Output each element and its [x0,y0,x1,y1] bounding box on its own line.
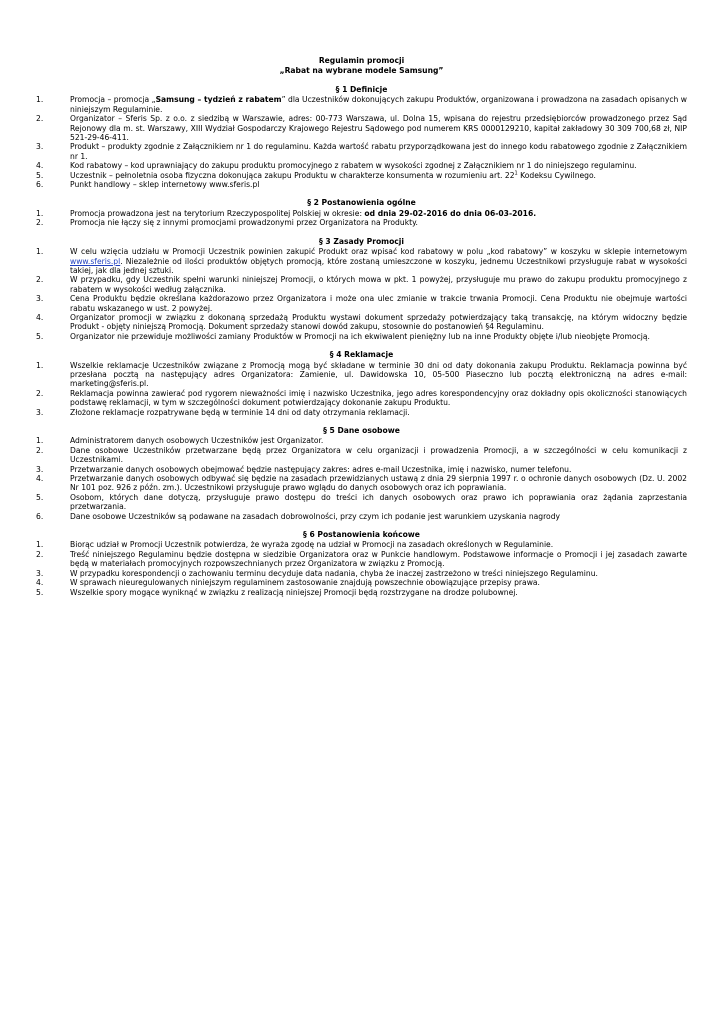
section-heading: § 4 Reklamacje [329,350,394,360]
item-number: 5. [36,492,44,502]
item-number: 2. [36,549,44,559]
item-number: 1. [36,540,44,550]
item-body: Wszelkie spory mogące wyniknąć w związku z realizacją niniejszej Promocji będą rozstrzygane na drodze polubownej. [70,587,518,597]
item-text [70,332,650,341]
list-item [36,313,687,332]
item-body: Złożone reklamacje rozpatrywane będą w terminie 14 dni od daty otrzymania reklamacji. [70,407,410,417]
list-item [36,180,687,189]
item-body: Organizator promocji w związku z dokonaną sprzedażą Produktu wystawi dokument sprzedaży potwierdzający taką transakcję, na którym widoczny będzie Produkt - objęty niniejszą Promocją. Dokument sprzedaży stanowi dowód zakupu, stosownie do postanowień §4 Regulaminu. [70,312,687,332]
section-list [36,95,687,189]
item-number: 4. [36,312,44,322]
item-text-pre: Uczestnik – pełnoletnia osoba fizyczna dokonująca zakupu Produktu w charakterze konsumenta w rozumieniu art. 22 [70,170,515,180]
item-text-bold: od dnia 29-02-2016 do dnia 06-03-2016. [364,208,537,218]
list-item [36,275,687,294]
item-body: Organizator nie przewiduje możliwości zamiany Produktów w Promocji na ich ekwiwalent pieniężny lub na inne Produkty objęte i/lub nieobjęte Promocją. [70,331,650,341]
item-text [70,361,687,389]
document-title [36,56,687,76]
item-body: Przetwarzanie danych osobowych obejmować będzie następujący zakres: adres e-mail Uczestnika, imię i nazwisko, numer telefonu. [70,464,572,474]
item-number: 3. [36,294,44,304]
item-body: Treść niniejszego Regulaminu będzie dostępna w siedzibie Organizatora oraz w Punkcie handlowym. Podstawowe informacje o Promocji i jej zasadach zawarte będą w materiałach promocyjnych rozpowszechnianych przez Organizatora w związku z Promocją. [70,549,687,569]
section-6 [36,530,687,597]
item-text [70,512,560,521]
item-text [70,550,687,568]
section-heading: § 5 Dane osobowe [323,426,400,435]
list-item [36,512,687,521]
item-text-post: ” dla Uczestników dokonujących zakupu Produktów, organizowana i prowadzona na zasadach opisanych w niniejszym Regulaminie. [70,95,688,114]
list-item [36,361,687,389]
website-link[interactable]: www.sferis.pl [70,256,121,266]
item-body: Produkt – produkty zgodnie z Załącznikiem nr 1 do regulaminu. Każda wartość rabatu przyporządkowana jest do innego kodu rabatowego zgodnie z Załącznikiem nr 1. [70,142,687,161]
list-item [36,218,687,227]
list-item [36,114,687,142]
section-list [36,247,687,341]
item-number: 1. [36,360,44,370]
item-text [70,578,540,587]
list-item [36,436,687,445]
item-number: 5. [36,587,44,597]
item-number: 2. [36,114,44,124]
item-text [70,465,571,474]
item-number: 5. [36,170,44,180]
item-number: 4. [36,161,44,171]
section-list [36,436,687,521]
title-line-2: „Rabat na wybrane modele Samsung” [279,66,444,75]
item-number: 3. [36,464,44,474]
item-number: 1. [36,247,44,257]
item-text [70,209,536,218]
item-body: Administratorem danych osobowych Uczestników jest Organizator. [70,436,324,446]
sections-container [36,85,687,597]
list-item [36,389,687,408]
item-text [70,247,687,275]
item-text [70,218,418,227]
section-3 [36,237,687,341]
section-heading: § 2 Postanowienia ogólne [307,198,416,208]
list-item [36,332,687,341]
list-item [36,294,687,313]
item-text [70,588,518,597]
section-1 [36,85,687,189]
list-item [36,142,687,161]
section-heading: § 3 Zasady Promocji [318,236,405,246]
section-4 [36,350,687,417]
item-text [70,569,598,578]
item-text [70,114,687,142]
item-text [70,313,687,331]
item-text [70,408,410,417]
item-body: Dane osobowe Uczestników przetwarzane będą przez Organizatora w celu organizacji i prowadzenia Promocji, a w szczególności w celu komunikacji z Uczestnikami. [70,445,687,465]
list-item [36,474,687,493]
item-number: 3. [36,142,44,152]
item-number: 2. [36,218,44,228]
list-item [36,569,687,578]
item-number: 4. [36,578,44,588]
item-number: 6. [36,511,44,521]
section-list [36,540,687,596]
list-item [36,493,687,512]
list-item [36,171,687,180]
section-5 [36,426,687,521]
list-item [36,95,687,114]
item-text [70,474,687,492]
item-text [70,389,687,407]
item-text-pre: Promocja – promocja „ [70,95,156,105]
item-text [70,446,687,464]
item-text [70,95,687,113]
item-number: 4. [36,474,44,484]
item-text-post: Kodeksu Cywilnego. [517,170,596,180]
list-item [36,578,687,587]
section-list [36,209,687,228]
item-body: W przypadku, gdy Uczestnik spełni warunki niniejszej Promocji, o których mowa w pkt. 1 powyżej, przysługuje mu prawo do zakupu produktu promocyjnego z rabatem w wysokości według załącznika. [70,275,687,294]
item-text [70,180,259,189]
item-number: 1. [36,436,44,446]
item-number: 3. [36,568,44,578]
item-body: Punkt handlowy – sklep internetowy www.sferis.pl [70,180,260,190]
list-item [36,540,687,549]
item-number: 1. [36,208,44,218]
item-number: 2. [36,445,44,455]
item-text [70,493,687,511]
item-number: 5. [36,331,44,341]
item-number: 3. [36,407,44,417]
item-text [70,540,553,549]
list-item [36,550,687,569]
item-text [70,142,687,160]
footnote-superscript: 1 [514,170,518,177]
item-body: Dane osobowe Uczestników są podawane na zasadach dobrowolności, przy czym ich podanie jest warunkiem uzyskania nagrody [70,511,561,521]
section-2 [36,198,687,227]
item-body: Osobom, których dane dotyczą, przysługuje prawo dostępu do treści ich danych osobowych oraz prawo ich poprawiania oraz żądania zaprzestania przetwarzania. [70,492,687,512]
item-text-pre: W celu wzięcia udziału w Promocji Uczestnik powinien zakupić Produkt oraz wpisać kod rabatowy w polu „kod rabatowy” w koszyku w sklepie internetowym [70,247,687,257]
section-heading: § 1 Definicje [335,85,388,94]
list-item [36,247,687,275]
item-body: W przypadku korespondencji o zachowaniu terminu decyduje data nadania, chyba że inaczej zastrzeżono w treści niniejszego Regulaminu. [70,568,598,578]
item-body: Cena Produktu będzie określana każdorazowo przez Organizatora i może ona ulec zmianie w trakcie trwania Promocji. Cena Produktu nie obejmuje wartości rabatu wskazanego w ust. 2 powyżej. [70,294,687,313]
item-body: W sprawach nieuregulowanych niniejszym regulaminem zastosowanie znajdują powszechnie obowiązujące przepisy prawa. [70,578,540,588]
item-body: Wszelkie reklamacje Uczestników związane z Promocją mogą być składane w terminie 30 dni od daty dokonania zakupu Produktu. Reklamacja powinna być przesłana pocztą na następujący adres Organizatora: Zamienie, ul. Dawidowska 10, 05-500 Piaseczno lub pocztą elektroniczną na adres e-mail: marketing@sferis.pl. [70,360,687,389]
item-body: Reklamacja powinna zawierać pod rygorem nieważności imię i nazwisko Uczestnika, jego adres korespondencyjny oraz dokładny opis okoliczności stanowiących podstawę reklamacji, w tym w szczególności dokument potwierdzający dokonanie zakupu Produktu. [70,388,687,408]
item-number: 2. [36,388,44,398]
section-heading: § 6 Postanowienia końcowe [303,530,420,540]
item-text-post: . Niezależnie od ilości produktów objętych promocją, które zostaną umieszczone w koszyku, jednemu Uczestnikowi przysługuje rabat w wysokości takiej, jak dla jednej sztuki. [70,256,687,275]
item-number: 1. [36,95,44,105]
item-text-pre: Promocja prowadzona jest na terytorium Rzeczypospolitej Polskiej w okresie: [70,208,365,218]
list-item [36,161,687,170]
section-list [36,361,687,417]
item-text [70,294,687,312]
item-body: Promocja nie łączy się z innymi promocjami prowadzonymi przez Organizatora na Produkty. [70,218,418,228]
item-body: Organizator – Sferis Sp. z o.o. z siedzibą w Warszawie, adres: 00-773 Warszawa, ul. Dolna 15, wpisana do rejestru przedsiębiorców prowadzonego przez Sąd Rejonowy dla m. st. Warszawy, XIII Wydział Gospodarczy Krajowego Rejestru Sądowego pod numerem KRS 0000129210, kapitał zakładowy 30 309 700,68 zł, NIP 521-29-46-411. [70,114,687,143]
item-number: 2. [36,275,44,285]
item-body: Kod rabatowy – kod uprawniający do zakupu produktu promocyjnego z rabatem w wysokości zgodnej z Załącznikiem nr 1 do niniejszego regulaminu. [70,161,637,171]
list-item [36,446,687,465]
item-text [70,436,323,445]
list-item [36,209,687,218]
item-text [70,275,687,293]
list-item [36,465,687,474]
item-text-bold: Samsung – tydzień z rabatem [155,95,282,105]
item-number: 6. [36,180,44,190]
list-item [36,588,687,597]
title-line-1: Regulamin promocji [318,56,405,65]
item-body: Przetwarzanie danych osobowych odbywać się będzie na zasadach przewidzianych ustawą z dnia 29 sierpnia 1997 r. o ochronie danych osobowych (Dz. U. 2002 Nr 101 poz. 926 z późn. zm.). Uczestnikowi przysługuje prawo wglądu do danych osobowych oraz ich poprawiania. [70,474,687,493]
item-text [70,161,637,170]
item-text [70,171,596,180]
list-item [36,408,687,417]
item-body: Biorąc udział w Promocji Uczestnik potwierdza, że wyraża zgodę na udział w Promocji na zasadach określonych w Regulaminie. [70,540,554,550]
